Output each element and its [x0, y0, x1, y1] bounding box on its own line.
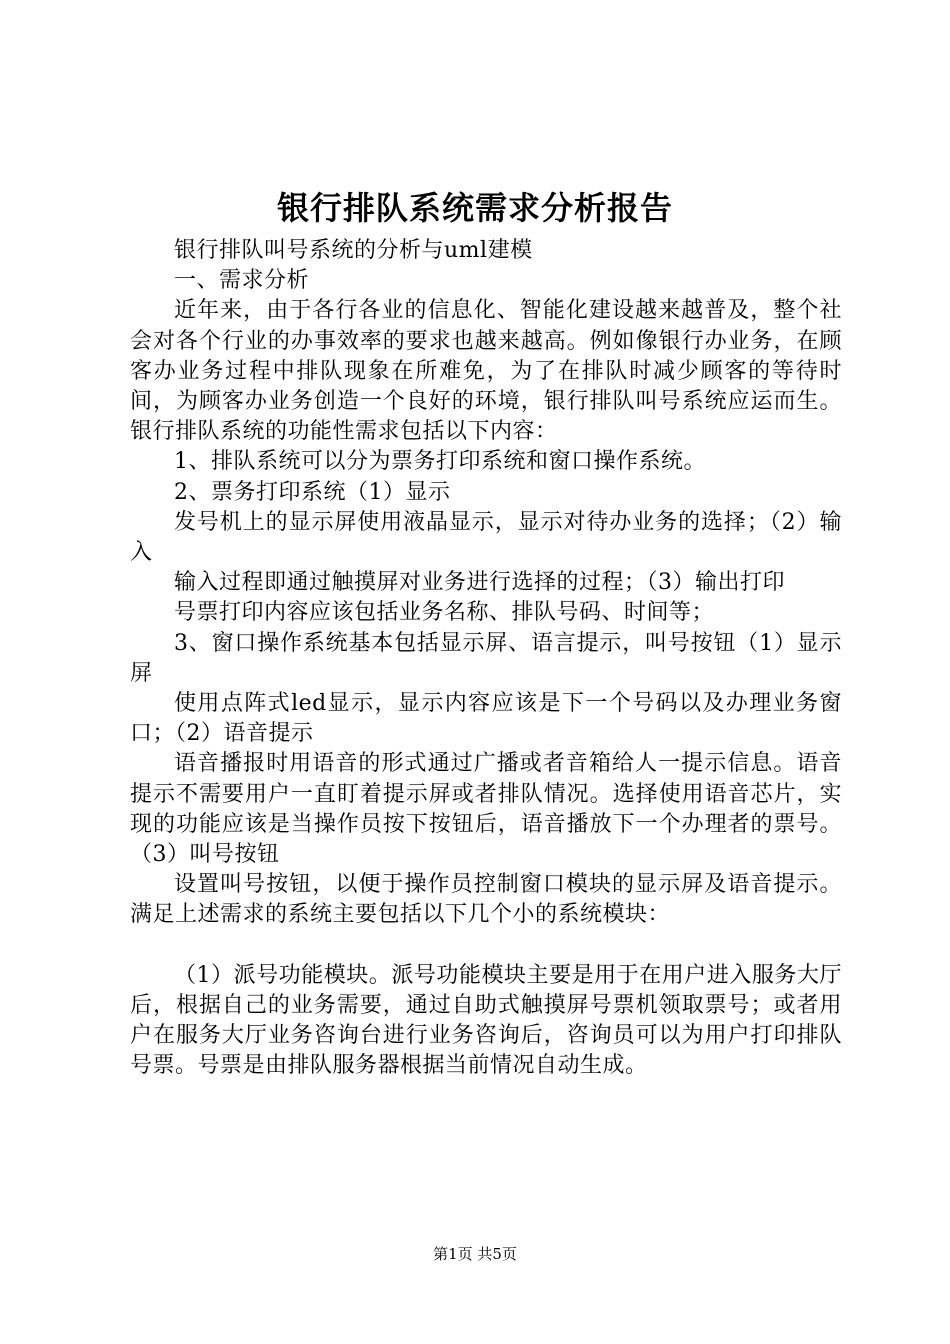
- paragraph-spacer: [130, 931, 842, 961]
- page-footer: 第1页 共5页: [433, 1245, 517, 1263]
- paragraph-item-1: 1、排队系统可以分为票务打印系统和窗口操作系统。: [174, 449, 706, 475]
- document-title: 银行排队系统需求分析报告: [276, 189, 673, 227]
- paragraph-voice: 语音播报时用语音的形式通过广播或者音箱给人一提示信息。语音提示不需要用户一直盯着提示屏或者排队情况。选择使用语音芯片，实现的功能应该是当操作员按下按钮后，语音播放下一个办理者的票号。（3）叫号按钮: [130, 751, 842, 868]
- paragraph-display: 发号机上的显示屏使用液晶显示，显示对待办业务的选择；（2）输入: [130, 509, 842, 566]
- document-body: [130, 236, 842, 1081]
- paragraph-input: 输入过程即通过触摸屏对业务进行选择的过程；（3）输出打印: [174, 570, 785, 596]
- paragraph-dispatch-module: （1）派号功能模块。派号功能模块主要是用于在用户进入服务大厅后，根据自己的业务需要，通过自助式触摸屏号票机领取票号；或者用户在服务大厅业务咨询台进行业务咨询后，咨询员可以为用户打印排队号票。号票是由排队服务器根据当前情况自动生成。: [130, 962, 842, 1079]
- paragraph-subtitle: 银行排队叫号系统的分析与uml建模: [174, 238, 533, 263]
- paragraph-intro: 近年来，由于各行各业的信息化、智能化建设越来越普及，整个社会对各个行业的办事效率的要求也越来越高。例如像银行办业务，在顾客办业务过程中排队现象在所难免，为了在排队时减少顾客的等待时间，为顾客办业务创造一个良好的环境，银行排队叫号系统应运而生。银行排队系统的功能性需求包括以下内容：: [130, 298, 842, 445]
- paragraph-led: 使用点阵式led显示，显示内容应该是下一个号码以及办理业务窗口；（2）语音提示: [130, 691, 842, 747]
- section-heading-requirements: 一、需求分析: [174, 268, 310, 294]
- paragraph-call-button: 设置叫号按钮，以便于操作员控制窗口模块的显示屏及语音提示。满足上述需求的系统主要包括以下几个小的系统模块：: [130, 872, 842, 928]
- paragraph-print: 号票打印内容应该包括业务名称、排队号码、时间等；: [174, 600, 715, 626]
- paragraph-item-3: 3、窗口操作系统基本包括显示屏、语言提示，叫号按钮（1）显示屏: [130, 630, 842, 686]
- paragraph-item-2: 2、票务打印系统（1）显示: [174, 479, 451, 505]
